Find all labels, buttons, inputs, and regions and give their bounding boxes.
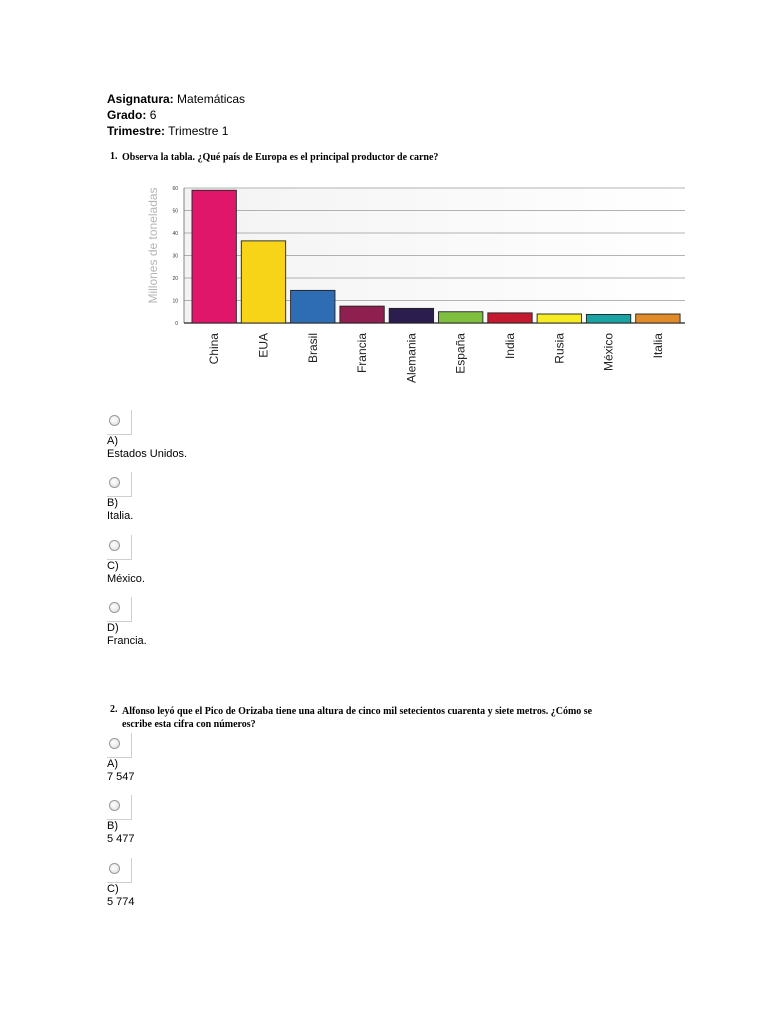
option-text: 5 477 (107, 833, 135, 845)
radio-box (107, 535, 132, 560)
question-2-text-line1: Alfonso leyó que el Pico de Orizaba tiene una altura de cinco mil setecientos cuarenta y siete metros. ¿Cómo se (122, 706, 593, 717)
question-1-option-c[interactable] (107, 535, 307, 586)
question-1-option-b[interactable] (107, 472, 307, 523)
question-1-option-d[interactable] (107, 597, 307, 648)
y-tick-label: 60 (172, 186, 178, 192)
option-letter: C) (107, 560, 119, 572)
bar-rusia (537, 314, 581, 323)
radio-button-icon[interactable] (109, 738, 120, 749)
option-letter: D) (107, 622, 119, 634)
bar-españa (439, 312, 483, 323)
y-tick-label: 0 (175, 321, 178, 327)
radio-box (107, 597, 132, 622)
term-label: Trimestre: (107, 124, 166, 138)
option-text: Italia. (107, 510, 134, 522)
radio-button-icon[interactable] (109, 602, 120, 613)
y-tick-label: 20 (172, 276, 178, 282)
question-2-option-c[interactable] (107, 858, 307, 909)
bar-alemania (389, 308, 433, 323)
subject-value: Matemáticas (177, 92, 246, 106)
option-letter: B) (107, 497, 118, 509)
x-tick-label: Francia (355, 333, 370, 374)
option-text: Estados Unidos. (107, 448, 188, 460)
option-letter: C) (107, 883, 119, 895)
x-tick-label: España (453, 333, 468, 374)
bar-china (192, 190, 236, 323)
grade-label: Grado: (107, 108, 147, 122)
radio-button-icon[interactable] (109, 415, 120, 426)
term-value: Trimestre 1 (168, 124, 229, 138)
radio-button-icon[interactable] (109, 540, 120, 551)
radio-box (107, 410, 132, 435)
radio-button-icon[interactable] (109, 863, 120, 874)
x-tick-label: Italia (650, 333, 665, 359)
x-tick-label: México (601, 333, 616, 372)
x-tick-label: India (502, 333, 517, 360)
grade-line (107, 107, 245, 123)
option-letter: B) (107, 820, 118, 832)
assignment-info (107, 91, 245, 139)
radio-box (107, 733, 132, 758)
term-line (107, 123, 245, 139)
y-tick-label: 10 (172, 298, 178, 305)
bar-india (488, 313, 532, 323)
meat-production-chart (140, 182, 690, 397)
x-tick-label: Rusia (552, 333, 567, 364)
subject-label: Asignatura: (107, 92, 174, 106)
question-1-text (122, 151, 438, 164)
option-text: 5 774 (107, 896, 135, 908)
y-tick-label: 30 (172, 253, 178, 260)
question-2-number: 2. (110, 704, 118, 715)
question-1-number: 1. (110, 151, 118, 162)
grade-value: 6 (149, 108, 157, 122)
radio-box (107, 858, 132, 883)
option-text: Francia. (107, 635, 147, 647)
radio-button-icon[interactable] (109, 477, 120, 488)
subject-line (107, 91, 245, 107)
y-axis-label: Millones de toneladas (146, 187, 160, 304)
question-2-text (122, 705, 662, 731)
x-tick-label: Brasil (305, 333, 320, 364)
radio-box (107, 472, 132, 497)
y-tick-label: 40 (172, 231, 178, 237)
option-text: 7 547 (107, 771, 135, 783)
option-letter: A) (107, 758, 118, 770)
x-tick-label: China (207, 333, 222, 365)
bar-brasil (291, 290, 335, 323)
bar-méxico (586, 314, 630, 323)
option-text: México. (107, 573, 145, 585)
x-tick-label: Alemania (404, 333, 419, 384)
bar-italia (636, 314, 680, 323)
question-2-option-b[interactable] (107, 795, 307, 846)
question-1-text-line1: Observa la tabla. ¿Qué país de Europa es el principal productor de carne? (122, 152, 439, 163)
radio-button-icon[interactable] (109, 800, 120, 811)
y-tick-label: 50 (172, 208, 178, 215)
radio-box (107, 795, 132, 820)
bar-francia (340, 306, 384, 323)
question-1-option-a[interactable] (107, 410, 307, 461)
question-2-option-a[interactable] (107, 733, 307, 784)
option-letter: A) (107, 435, 118, 447)
x-tick-label: EUA (256, 333, 271, 358)
question-2-text-line2: escribe esta cifra con números? (122, 719, 256, 730)
bar-eua (241, 241, 285, 323)
